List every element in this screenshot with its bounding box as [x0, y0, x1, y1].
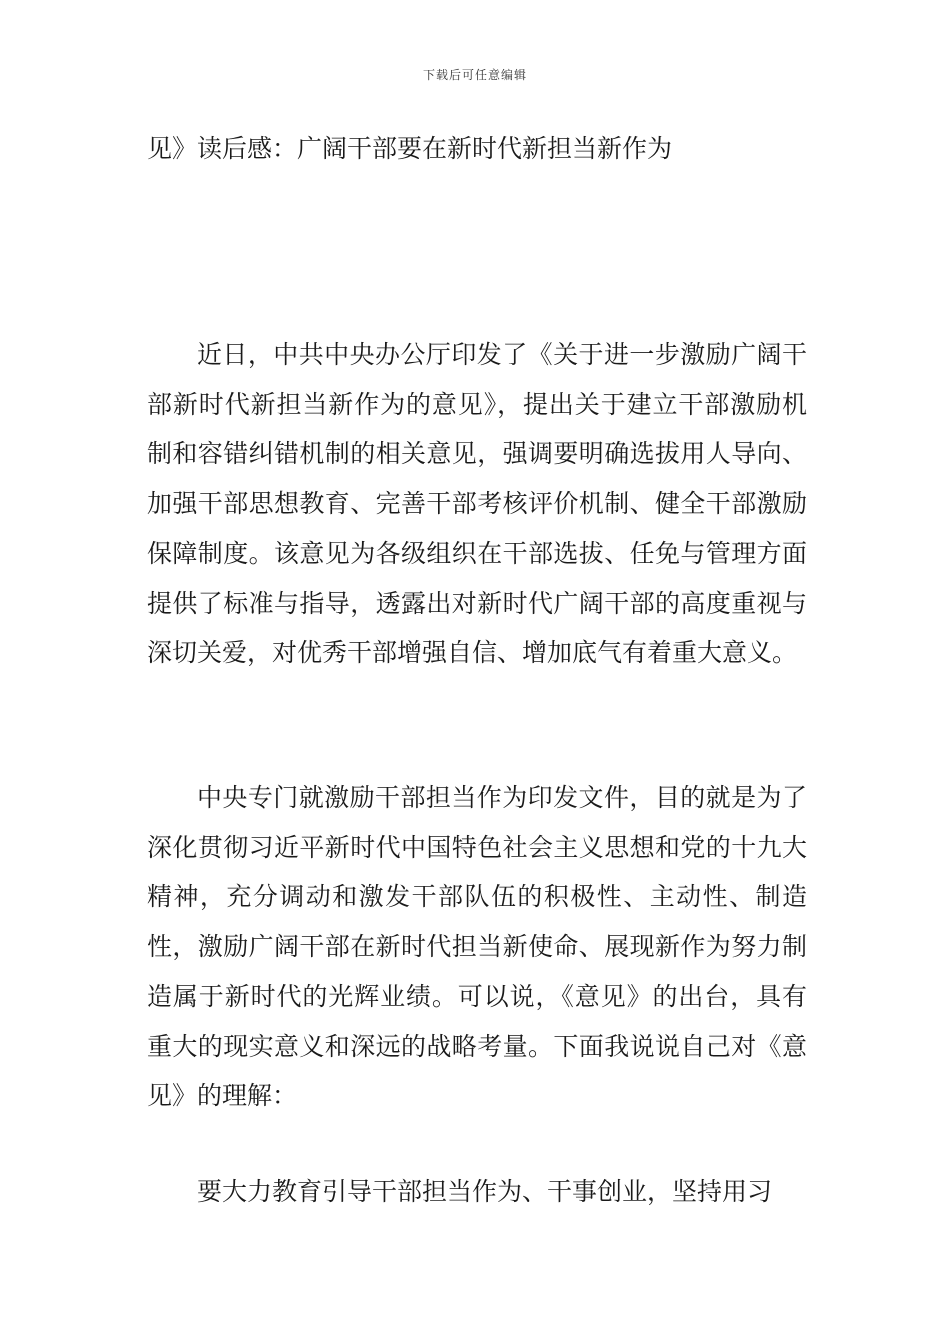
page-header-note: 下载后可任意编辑	[422, 68, 527, 82]
paragraph-2	[147, 773, 807, 1121]
document-title: 见》读后感：广阔干部要在新时代新担当新作为	[147, 134, 673, 163]
paragraph-text: 近日，中共中央办公厅印发了《关于进一步激励广阔干部新时代新担当新作为的意见》，提出关于建立干部激励机制和容错纠错机制的相关意见，强调要明确选拔用人导向、加强干部思想教育、完善干部考核评价机制、健全干部激励保障制度。该意见为各级组织在干部选拔、任免与管理方面提供了标准与指导，透露出对新时代广阔干部的高度重视与深切关爱，对优秀干部增强自信、增加底气有着重大意义。	[147, 340, 807, 668]
paragraph-text: 要大力教育引导干部担当作为、干事创业，坚持用习	[197, 1177, 773, 1206]
paragraph-text: 中央专门就激励干部担当作为印发文件，目的就是为了深化贯彻习近平新时代中国特色社会主义思想和党的十九大精神，充分调动和激发干部队伍的积极性、主动性、制造性，激励广阔干部在新时代担当新使命、展现新作为努力制造属于新时代的光辉业绩。可以说，《意见》的出台，具有重大的现实意义和深远的战略考量。下面我说说自己对《意见》的理解：	[147, 783, 807, 1111]
paragraph-3	[147, 1167, 807, 1217]
paragraph-1	[147, 330, 807, 678]
